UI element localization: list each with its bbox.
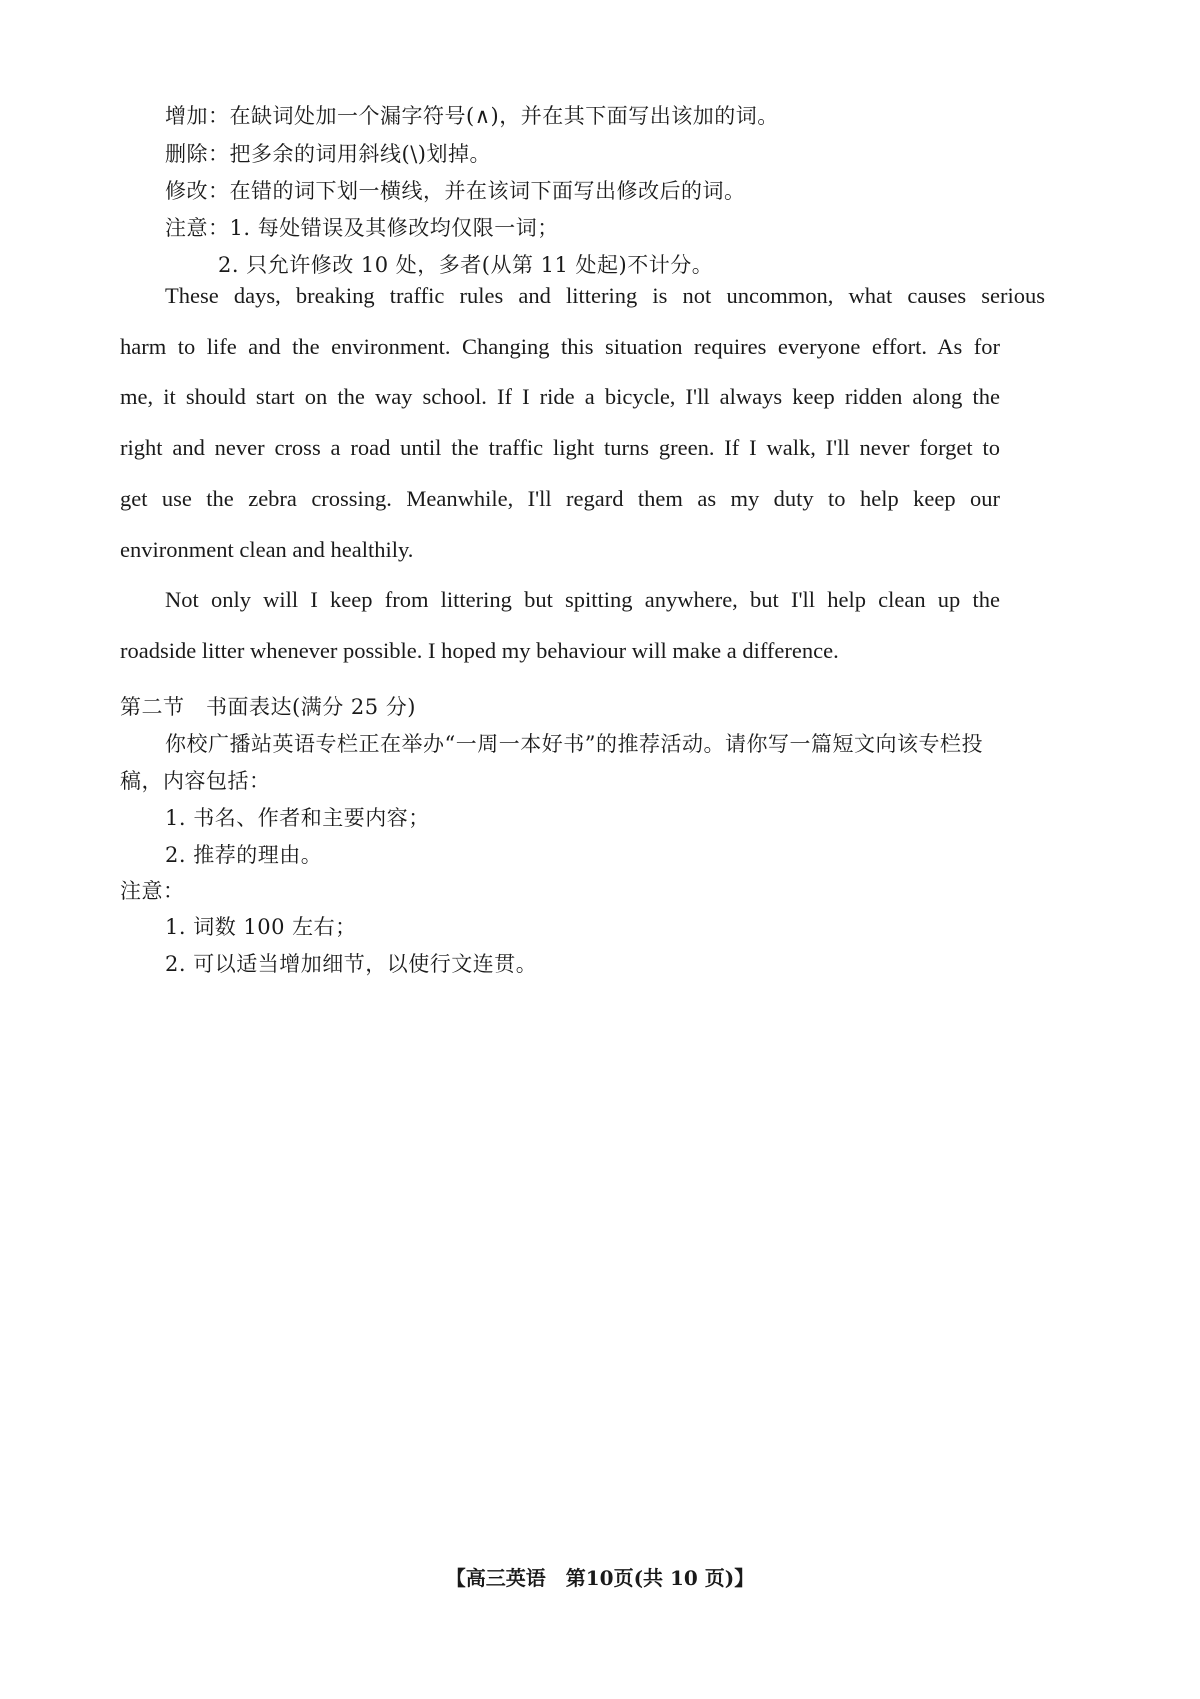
passage-line: roadside litter whenever possible. I hoped my behaviour will make a difference. bbox=[120, 638, 839, 663]
instruction-note-2: 2. 只允许修改 10 处，多者(从第 11 处起)不计分。 bbox=[218, 253, 714, 277]
instruction-modify: 修改：在错的词下划一横线，并在该词下面写出修改后的词。 bbox=[165, 179, 746, 203]
passage-line: get use the zebra crossing. Meanwhile, I'll regard them as my duty to help keep our bbox=[120, 486, 1000, 511]
passage-line: environment clean and healthily. bbox=[120, 537, 414, 562]
passage-line: These days, breaking traffic rules and littering is not uncommon, what causes serious bbox=[165, 283, 1045, 308]
instruction-add: 增加：在缺词处加一个漏字符号(∧)，并在其下面写出该加的词。 bbox=[165, 104, 779, 128]
page-footer: 【高三英语 第10页(共 10 页)】 bbox=[445, 1566, 755, 1590]
instruction-delete: 删除：把多余的词用斜线(\)划掉。 bbox=[165, 142, 491, 166]
section-2-prompt: 你校广播站英语专栏正在举办“一周一本好书”的推荐活动。请你写一篇短文向该专栏投 bbox=[165, 732, 983, 756]
passage-line: harm to life and the environment. Changing this situation requires everyone effort. As for bbox=[120, 334, 1000, 359]
section-2-heading: 第二节 书面表达(满分 25 分) bbox=[120, 695, 416, 719]
section-2-prompt: 稿，内容包括： bbox=[120, 769, 271, 793]
section-2-item: 2. 推荐的理由。 bbox=[165, 843, 323, 867]
section-2-note: 1. 词数 100 左右； bbox=[165, 915, 357, 939]
section-2-item: 1. 书名、作者和主要内容； bbox=[165, 806, 430, 830]
instruction-note-1: 注意：1. 每处错误及其修改均仅限一词； bbox=[165, 216, 559, 240]
passage-line: Not only will I keep from littering but spitting anywhere, but I'll help clean up the bbox=[165, 587, 1000, 612]
passage-line: me, it should start on the way school. If I ride a bicycle, I'll always keep ridden along the bbox=[120, 384, 1000, 409]
section-2-note-label: 注意： bbox=[120, 879, 185, 903]
section-2-note: 2. 可以适当增加细节，以使行文连贯。 bbox=[165, 952, 538, 976]
passage-line: right and never cross a road until the traffic light turns green. If I walk, I'll never forget to bbox=[120, 435, 1000, 460]
